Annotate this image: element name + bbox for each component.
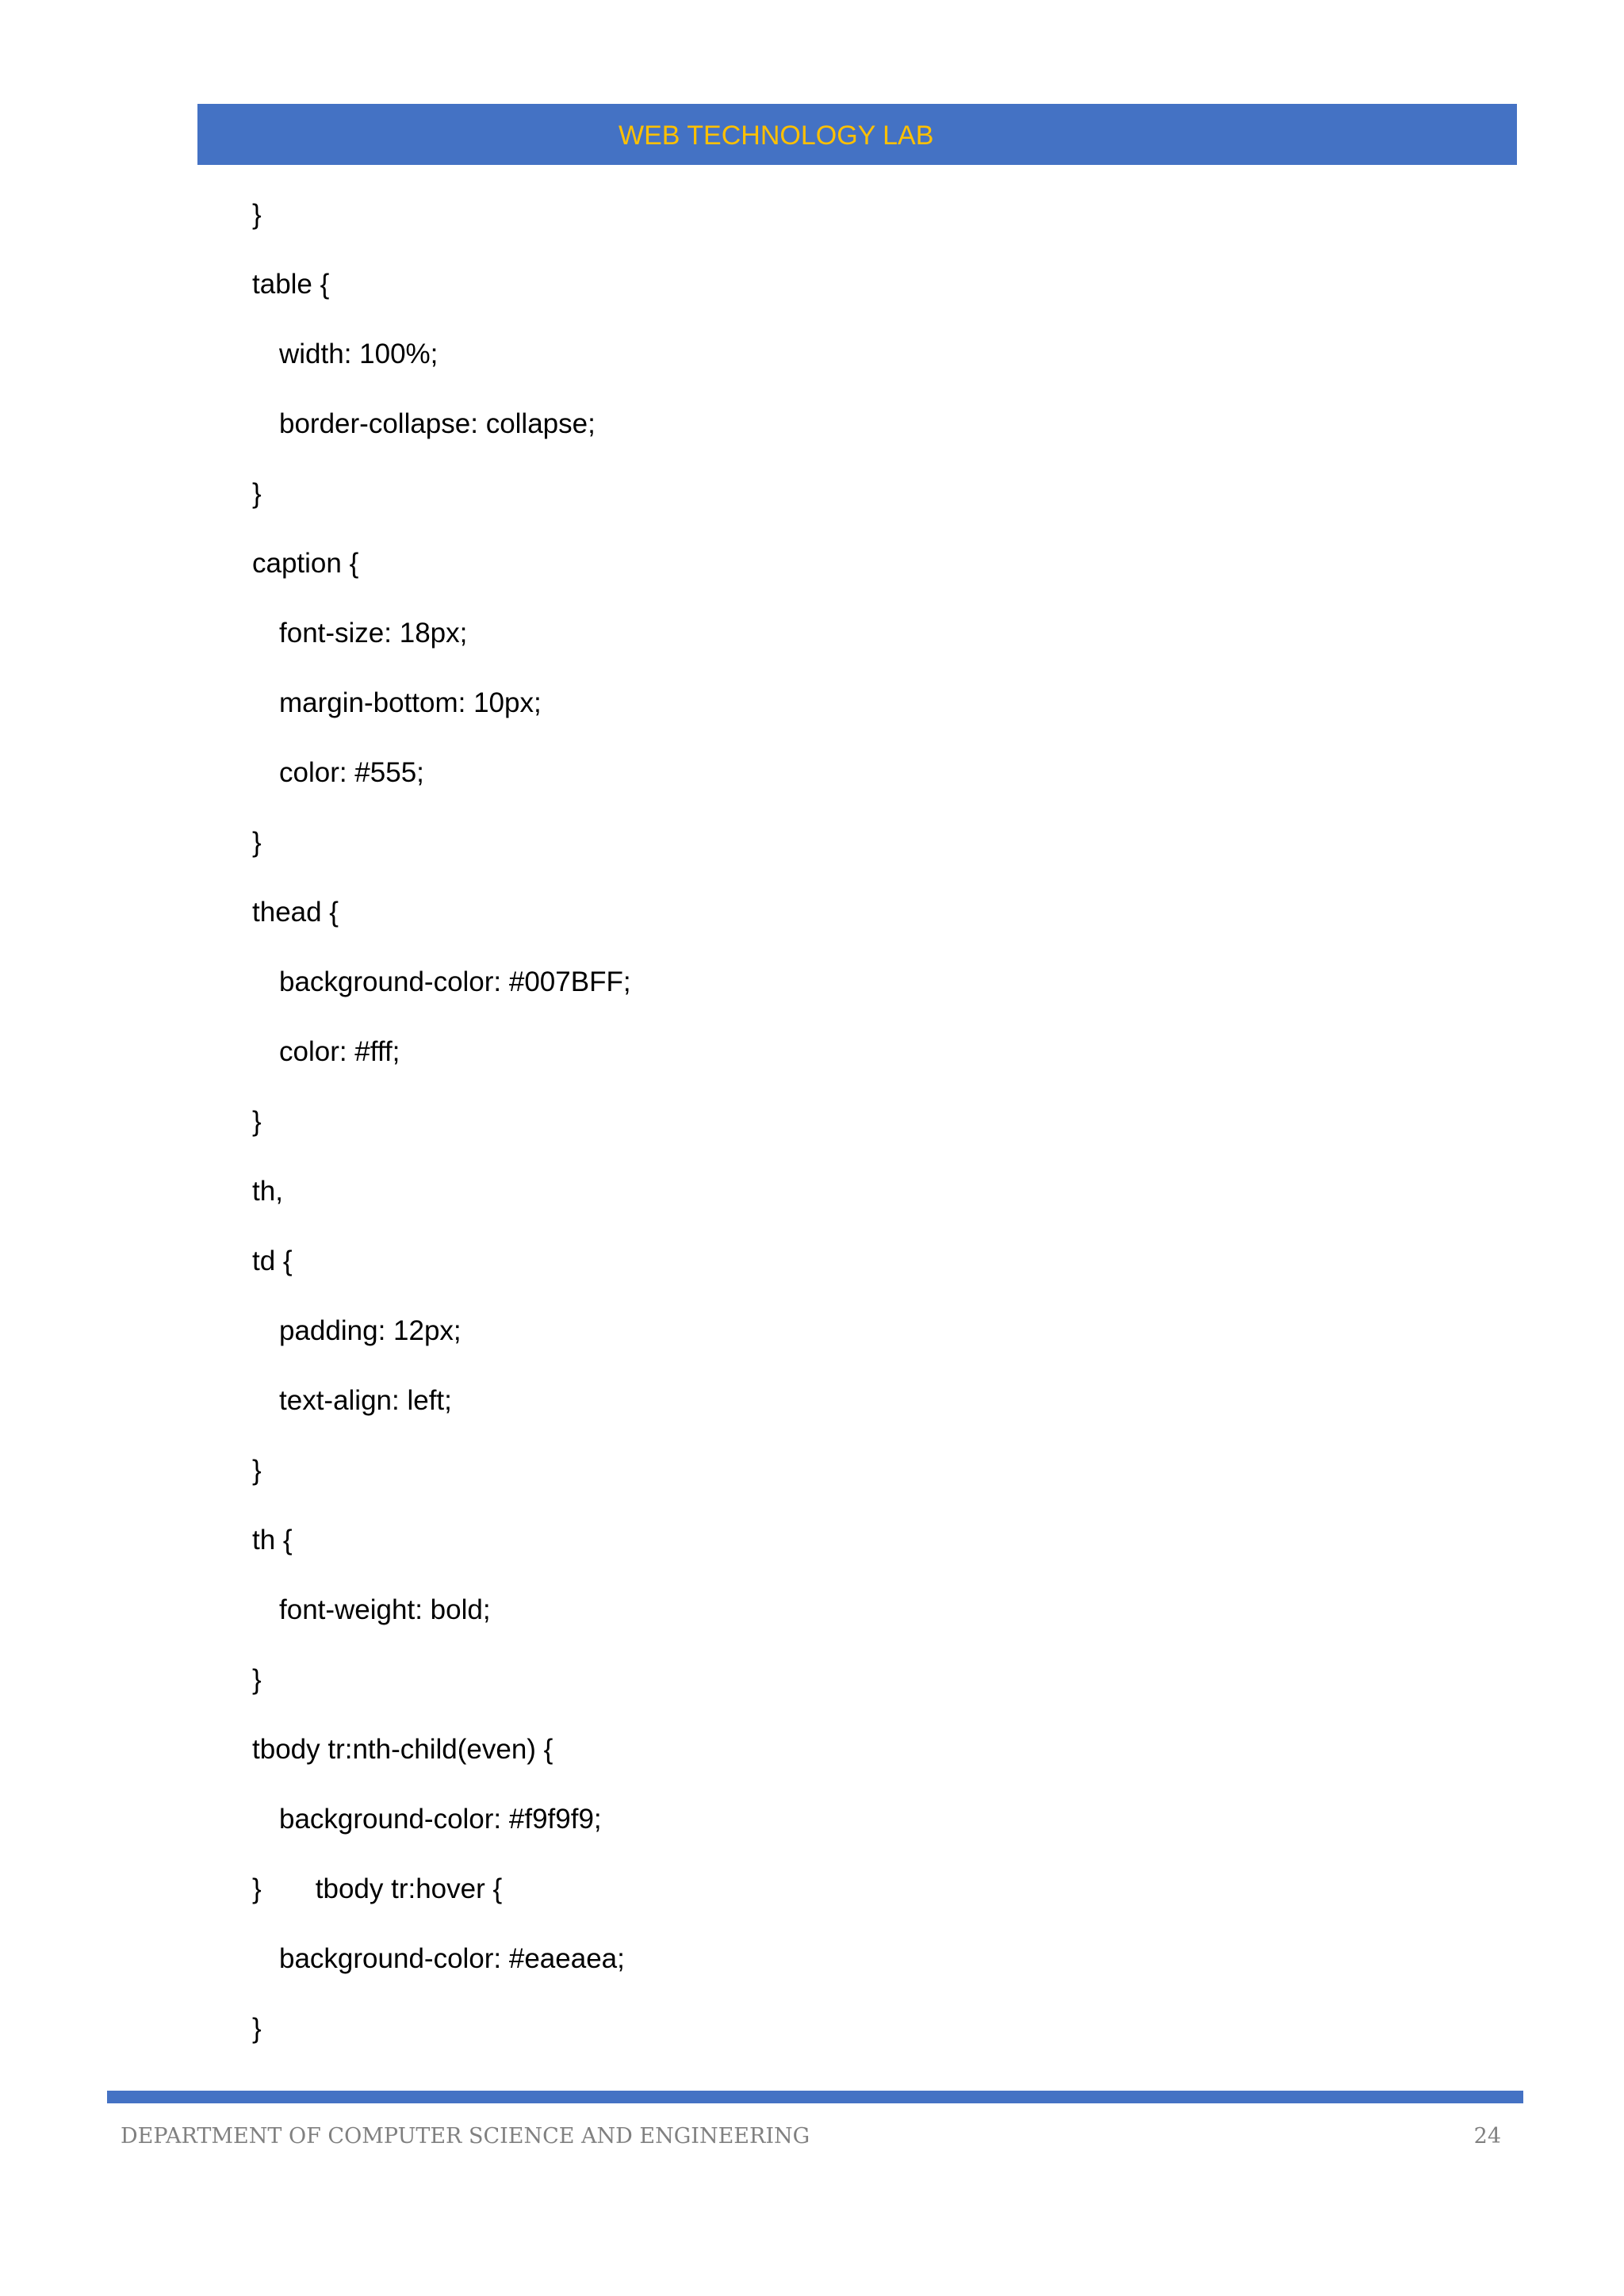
code-line: } tbody tr:hover { <box>252 1873 503 1904</box>
code-line: caption { <box>252 548 359 579</box>
code-line: tbody tr:nth-child(even) { <box>252 1734 553 1765</box>
code-line: thead { <box>252 897 339 928</box>
code-line: } <box>252 1664 262 1695</box>
code-line: } <box>252 1455 262 1486</box>
code-line: table { <box>252 269 330 300</box>
code-line: width: 100%; <box>279 339 439 369</box>
code-line: font-weight: bold; <box>279 1594 491 1625</box>
footer-department: DEPARTMENT OF COMPUTER SCIENCE AND ENGINEERING <box>121 2124 810 2149</box>
page-number: 24 <box>1473 2124 1501 2149</box>
code-line: padding: 12px; <box>279 1315 462 1346</box>
header-title: WEB TECHNOLOGY LAB <box>619 121 934 151</box>
code-line: color: #fff; <box>279 1036 400 1067</box>
code-line: th, <box>252 1176 283 1207</box>
code-line: color: #555; <box>279 757 424 788</box>
code-line: background-color: #eaeaea; <box>279 1943 625 1974</box>
code-line: td { <box>252 1246 293 1276</box>
footer-rule <box>107 2091 1523 2103</box>
code-line: } <box>252 1106 262 1137</box>
code-line: font-size: 18px; <box>279 618 468 649</box>
code-line: } <box>252 827 262 858</box>
code-line: } <box>252 478 262 509</box>
code-line: margin-bottom: 10px; <box>279 687 542 718</box>
code-line: background-color: #f9f9f9; <box>279 1804 602 1835</box>
code-line: } <box>252 199 262 230</box>
code-line: } <box>252 2013 262 2044</box>
code-line: text-align: left; <box>279 1385 452 1416</box>
code-line: border-collapse: collapse; <box>279 408 596 439</box>
code-line: th { <box>252 1525 293 1556</box>
code-line: background-color: #007BFF; <box>279 966 631 997</box>
